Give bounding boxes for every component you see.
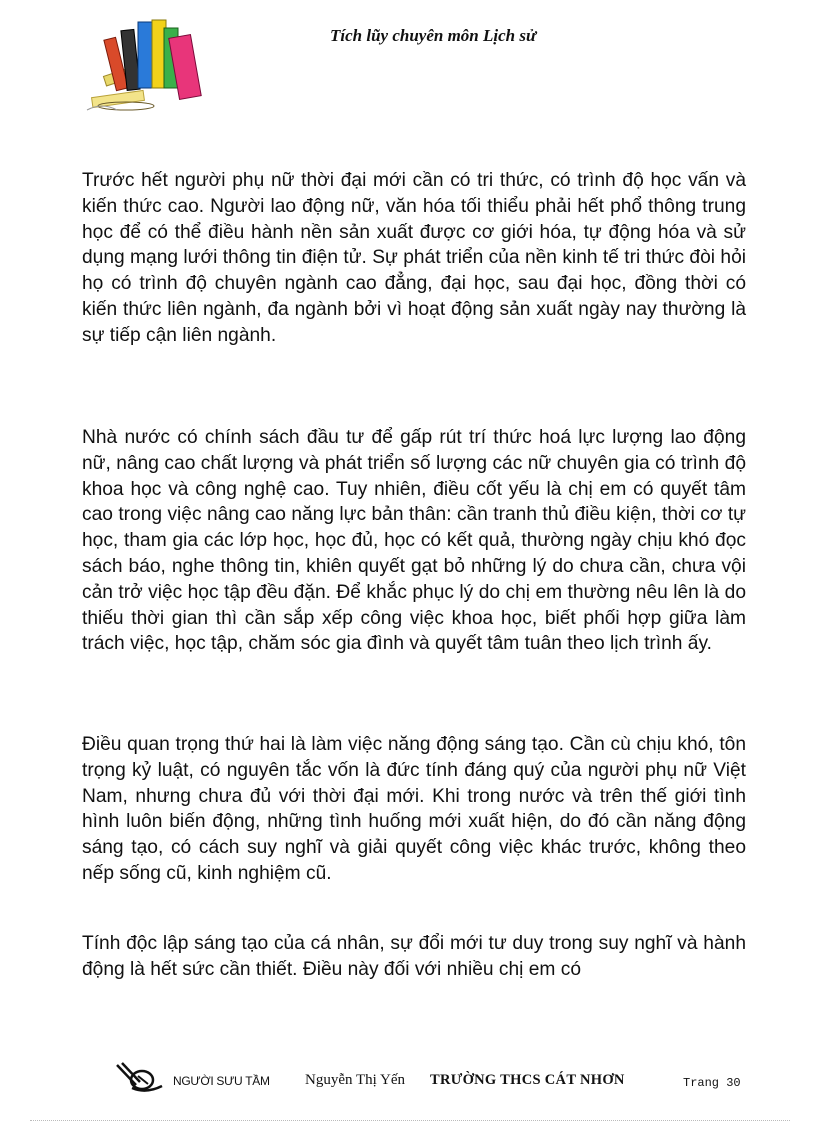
footer-divider [30, 1120, 790, 1121]
header-title: Tích lũy chuyên môn Lịch sử [330, 26, 537, 45]
paragraph-4: Tính độc lập sáng tạo của cá nhân, sự đổi mới tư duy trong suy nghĩ và hành động là hết sức cần thiết. Điều này đối với nhiều chị em có [82, 933, 746, 980]
footer-author-name: Nguyễn Thị Yến [305, 1072, 405, 1088]
paragraph-1: Trước hết người phụ nữ thời đại mới cần có tri thức, có trình độ học vấn và kiến thức cao. Người lao động nữ, văn hóa tối thiểu phải hết phổ thông trung học để có thể điều hành nền sản xuất được cơ giới hóa, tự động hóa và sử dụng mạng lưới thông tin điện tử. Sự phát triển của nền kinh tế tri thức đòi hỏi họ có trình độ chuyên ngành cao đẳng, đại học, sau đại học, đồng thời có kiến thức liên ngành, đa ngành bởi vì hoạt động sản xuất ngày nay thường là sự tiếp cận liên ngành. [82, 170, 746, 346]
footer-page-number: Trang 30 [683, 1076, 741, 1090]
page-footer [0, 1058, 816, 1108]
paragraph-3: Điều quan trọng thứ hai là làm việc năng động sáng tạo. Cần cù chịu khó, tôn trọng kỷ luật, có nguyên tắc vốn là đức tính đáng quý của người phụ nữ Việt Nam, nhưng chưa đủ với thời đại mới. Khi trong nước và trên thế giới tình hình luôn biến động, những tình huống mới xuất hiện, do đó cần năng động sáng tạo, có cách suy nghĩ và giải quyết công việc khác trước, không theo nếp sống cũ, kinh nghiệm cũ. [82, 734, 746, 884]
footer-collector-label: NGƯỜI SƯU TẦM [173, 1074, 270, 1088]
books-icon [82, 10, 212, 120]
footer-school: TRƯỜNG THCS CÁT NHƠN [430, 1072, 625, 1088]
paragraph-2: Nhà nước có chính sách đầu tư để gấp rút trí thức hoá lực lượng lao động nữ, nâng cao chất lượng và phát triển số lượng các nữ chuyên gia có trình độ khoa học và công nghệ cao. Tuy nhiên, điều cốt yếu là chị em có quyết tâm cao trong việc nâng cao năng lực bản thân: cần tranh thủ điều kiện, thời cơ tự học, tham gia các lớp học, học đủ, học có kết quả, thường ngày chịu khó đọc sách báo, nghe thông tin, khiên quyết gạt bỏ những lý do chưa cần, chưa vội cản trở việc học tập đều đặn. Để khắc phục lý do chị em thường nêu lên là do thiếu thời gian thì cần sắp xếp công việc khoa học, biết phối hợp giữa làm trách việc, học tập, chăm sóc gia đình và quyết tâm tuân theo lịch trình ấy. [82, 427, 746, 655]
pen-signature-icon [114, 1060, 166, 1094]
